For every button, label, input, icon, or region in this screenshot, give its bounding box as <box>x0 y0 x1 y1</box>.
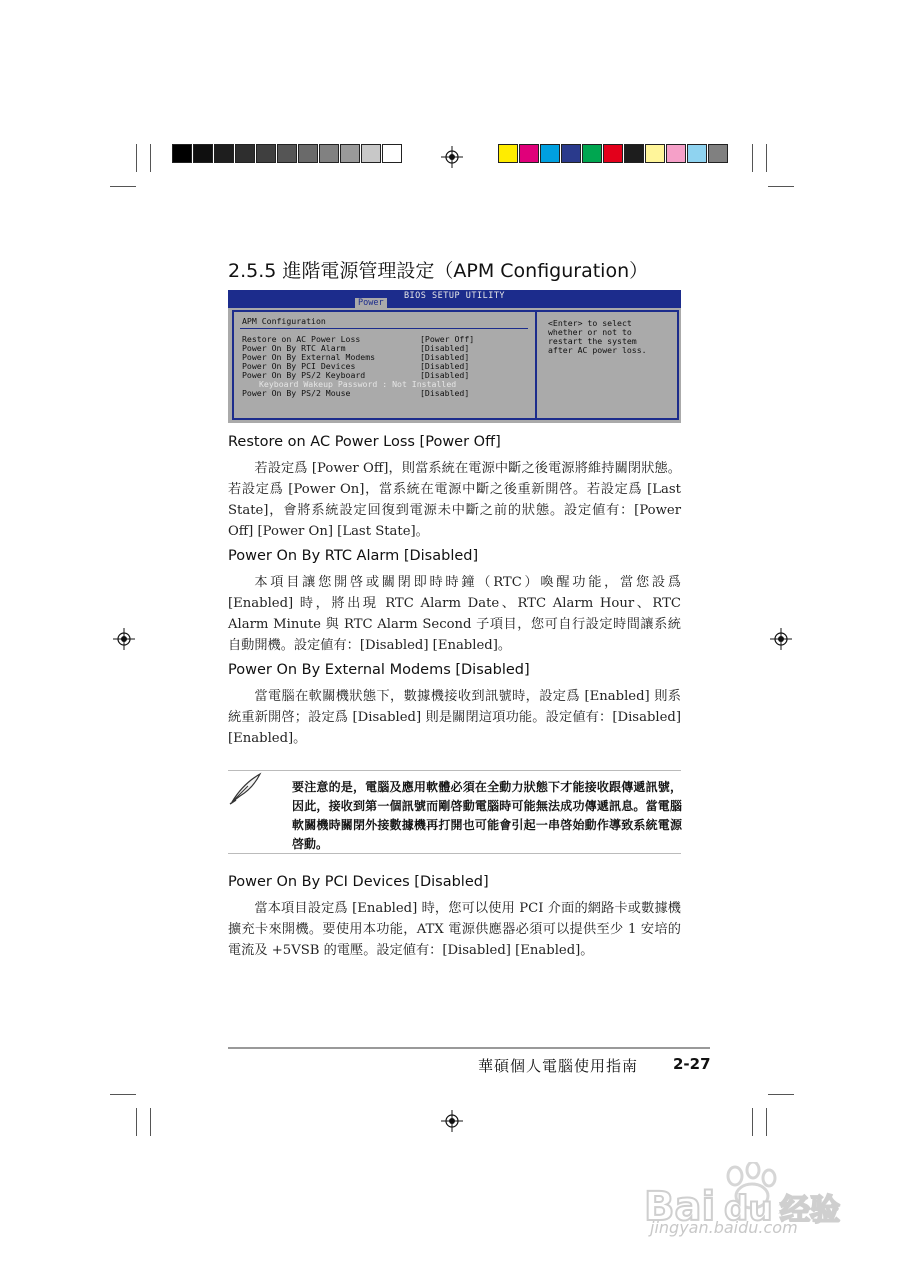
bios-help-line: <Enter> to select <box>548 318 632 328</box>
calibration-swatch <box>561 144 581 163</box>
subsection-heading: Restore on AC Power Loss [Power Off] <box>228 434 501 450</box>
calibration-swatch <box>298 144 318 163</box>
gray-calibration-bar <box>172 144 403 165</box>
svg-text:经验: 经验 <box>780 1193 840 1228</box>
note-text: 要注意的是，電腦及應用軟體必須在全動力狀態下才能接收跟傳遞訊號，因此，接收到第一個訊號而剛啓動電腦時可能無法成功傳遞訊息。當電腦軟關機時關閉外接數據機再打開也可能會引起一串啓始動作導致系統電源啓動。 <box>292 780 682 851</box>
calibration-swatch <box>498 144 518 163</box>
bios-header-title: BIOS SETUP UTILITY <box>403 291 506 301</box>
bios-item-label[interactable]: Restore on AC Power Loss <box>242 334 361 344</box>
calibration-swatch <box>708 144 728 163</box>
subsection-heading: Power On By RTC Alarm [Disabled] <box>228 548 479 564</box>
section-title: 2.5.5 進階電源管理設定（APM Configuration） <box>228 260 649 282</box>
subsection-body: 若設定爲 [Power Off]，則當系統在電源中斷之後電源將維持關閉狀態。若設定爲 [Power On]，當系統在電源中斷之後重新開啓。若設定爲 [Last State]，會將系統設定回復到電源未中斷之前的狀態。設定値有：[Power Off] [Power On] [Last State]。 <box>228 461 681 539</box>
calibration-swatch <box>687 144 707 163</box>
calibration-swatch <box>214 144 234 163</box>
bios-help-line: restart the system <box>548 336 637 346</box>
bios-item-label[interactable]: Power On By RTC Alarm <box>242 343 346 353</box>
crop-mark <box>150 1108 151 1136</box>
registration-target-icon <box>441 146 463 168</box>
calibration-swatch <box>172 144 192 163</box>
calibration-swatch <box>256 144 276 163</box>
svg-text:du: du <box>724 1189 773 1229</box>
subsection-body: 當電腦在軟關機狀態下，數據機接收到訊號時，設定爲 [Enabled] 則系統重新開啓；設定爲 [Disabled] 則是關閉這項功能。設定値有：[Disabled] [Enabled]。 <box>228 689 681 746</box>
calibration-swatch <box>277 144 297 163</box>
calibration-swatch <box>382 144 402 163</box>
registration-target-icon <box>113 628 135 650</box>
calibration-swatch <box>235 144 255 163</box>
calibration-swatch <box>540 144 560 163</box>
crop-mark <box>136 144 137 172</box>
bios-item-value[interactable]: [Disabled] <box>420 343 470 353</box>
registration-target-icon <box>441 1110 463 1132</box>
svg-text:Bai: Bai <box>644 1184 716 1230</box>
note-bottom-rule <box>228 853 681 854</box>
crop-mark <box>768 186 794 187</box>
bios-sub-item: Keyboard Wakeup Password : Not Installed <box>259 379 457 389</box>
subsection-body: 當本項目設定爲 [Enabled] 時，您可以使用 PCI 介面的網路卡或數據機擴充卡來開機。要使用本功能，ATX 電源供應器必須可以提供至少 1 安培的電流及 +5VSB 的電壓。設定値有：[Disabled] [Enabled]。 <box>228 901 681 958</box>
page-number: 2-27 <box>673 1055 711 1073</box>
crop-mark <box>110 1094 136 1095</box>
bios-item-label[interactable]: Power On By PS/2 Mouse <box>242 388 351 398</box>
calibration-swatch <box>361 144 381 163</box>
subsection-heading: Power On By External Modems [Disabled] <box>228 662 530 678</box>
bios-item-label[interactable]: Power On By PCI Devices <box>242 361 356 371</box>
bios-screenshot <box>228 290 681 423</box>
note-top-rule <box>228 770 681 771</box>
calibration-swatch <box>519 144 539 163</box>
bios-divider <box>240 328 528 329</box>
calibration-swatch <box>193 144 213 163</box>
footer-book-title: 華碩個人電腦使用指南 <box>478 1057 639 1075</box>
bios-item-value[interactable]: [Disabled] <box>420 361 470 371</box>
color-calibration-bar <box>498 144 729 165</box>
bios-item-label[interactable]: Power On By External Modems <box>242 352 376 362</box>
crop-mark <box>110 186 136 187</box>
calibration-swatch <box>582 144 602 163</box>
bios-item-value[interactable]: [Power Off] <box>420 334 475 344</box>
crop-mark <box>766 1108 767 1136</box>
crop-mark <box>752 144 753 172</box>
bios-item-value[interactable]: [Disabled] <box>420 352 470 362</box>
bios-panel-title: APM Configuration <box>242 316 326 326</box>
watermark-url: jingyan.baidu.com <box>650 1218 798 1237</box>
bios-item-value[interactable]: [Disabled] <box>420 388 470 398</box>
calibration-swatch <box>666 144 686 163</box>
bios-item-label[interactable]: Power On By PS/2 Keyboard <box>242 370 366 380</box>
calibration-swatch <box>603 144 623 163</box>
quill-note-icon <box>228 770 264 806</box>
crop-mark <box>766 144 767 172</box>
crop-mark <box>150 144 151 172</box>
subsection-body: 本項目讓您開啓或關閉即時時鐘（RTC）喚醒功能，當您設爲 [Enabled] 時，將出現 RTC Alarm Date、RTC Alarm Hour、RTC Alarm Minute 與 RTC Alarm Second 子項目，您可自行設定時間讓系統自動開機。設定値有：[Disabled] [Enabled]。 <box>228 575 681 653</box>
crop-mark <box>136 1108 137 1136</box>
calibration-swatch <box>645 144 665 163</box>
calibration-swatch <box>624 144 644 163</box>
calibration-swatch <box>319 144 339 163</box>
calibration-swatch <box>340 144 360 163</box>
crop-mark <box>768 1094 794 1095</box>
registration-target-icon <box>770 628 792 650</box>
bios-tab-power[interactable]: Power <box>355 298 387 308</box>
footer-rule <box>228 1047 710 1049</box>
bios-help-line: whether or not to <box>548 327 632 337</box>
bios-item-value[interactable]: [Disabled] <box>420 370 470 380</box>
subsection-heading: Power On By PCI Devices [Disabled] <box>228 874 489 890</box>
bios-help-line: after AC power loss. <box>548 345 647 355</box>
crop-mark <box>752 1108 753 1136</box>
